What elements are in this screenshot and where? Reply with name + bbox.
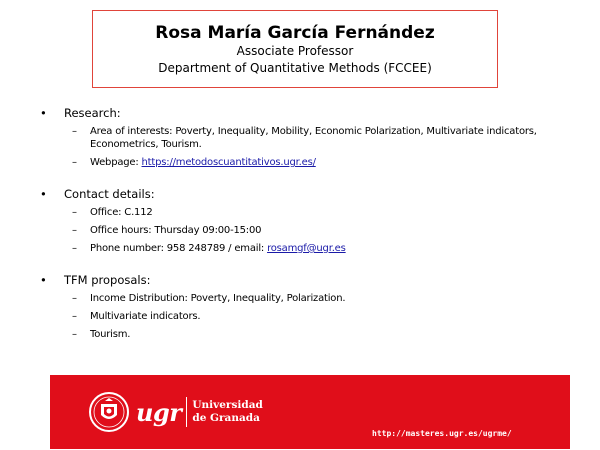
section-title: TFM proposals: (64, 273, 151, 287)
professor-position: Associate Professor (236, 44, 354, 58)
professor-name: Rosa María García Fernández (155, 23, 435, 43)
university-logo (88, 391, 263, 433)
section-title: Contact details: (64, 187, 155, 201)
section-title: Research: (64, 106, 121, 120)
list-item: – Phone number: 958 248789 / email: rosamgf@ugr.es (72, 243, 346, 254)
ugr-logo-text: ugr (136, 397, 182, 427)
list-item: – Office: C.112 (72, 207, 153, 218)
list-item: – Office hours: Thursday 09:00-15:00 (72, 225, 262, 236)
dash-icon: – (72, 157, 77, 168)
masters-url[interactable]: http://masteres.ugr.es/ugrme/ (372, 429, 512, 438)
section-contact (40, 187, 580, 255)
list-item: – Multivariate indicators. (72, 311, 201, 322)
university-seal-icon (88, 391, 130, 433)
dash-icon: – (72, 207, 77, 218)
dash-icon: – (72, 243, 77, 254)
dash-icon: – (72, 293, 77, 304)
webpage-link[interactable]: https://metodoscuantitativos.ugr.es/ (141, 157, 316, 168)
header-box (92, 10, 498, 88)
dash-icon: – (72, 329, 77, 340)
footer-banner (50, 375, 570, 449)
list-item: – Area of interests: Poverty, Inequality, Mobility, Economic Polarization, Multivariate indicators, Econometrics, Tourism. (72, 126, 537, 150)
list-item: – Tourism. (72, 329, 131, 340)
content (40, 106, 580, 359)
dash-icon: – (72, 311, 77, 322)
email-link[interactable]: rosamgf@ugr.es (267, 243, 346, 254)
list-item: – Income Distribution: Poverty, Inequality, Polarization. (72, 293, 346, 304)
section-research (40, 106, 580, 169)
bullet-icon: • (40, 273, 47, 287)
bullet-icon: • (40, 187, 47, 201)
dash-icon: – (72, 225, 77, 236)
bullet-icon: • (40, 106, 47, 120)
university-name: Universidad de Granada (192, 399, 263, 424)
department-name: Department of Quantitative Methods (FCCEE) (158, 61, 432, 75)
dash-icon: – (72, 126, 77, 137)
logo-separator (186, 397, 187, 427)
section-tfm (40, 273, 580, 341)
list-item: – Webpage: https://metodoscuantitativos.ugr.es/ (72, 157, 316, 168)
